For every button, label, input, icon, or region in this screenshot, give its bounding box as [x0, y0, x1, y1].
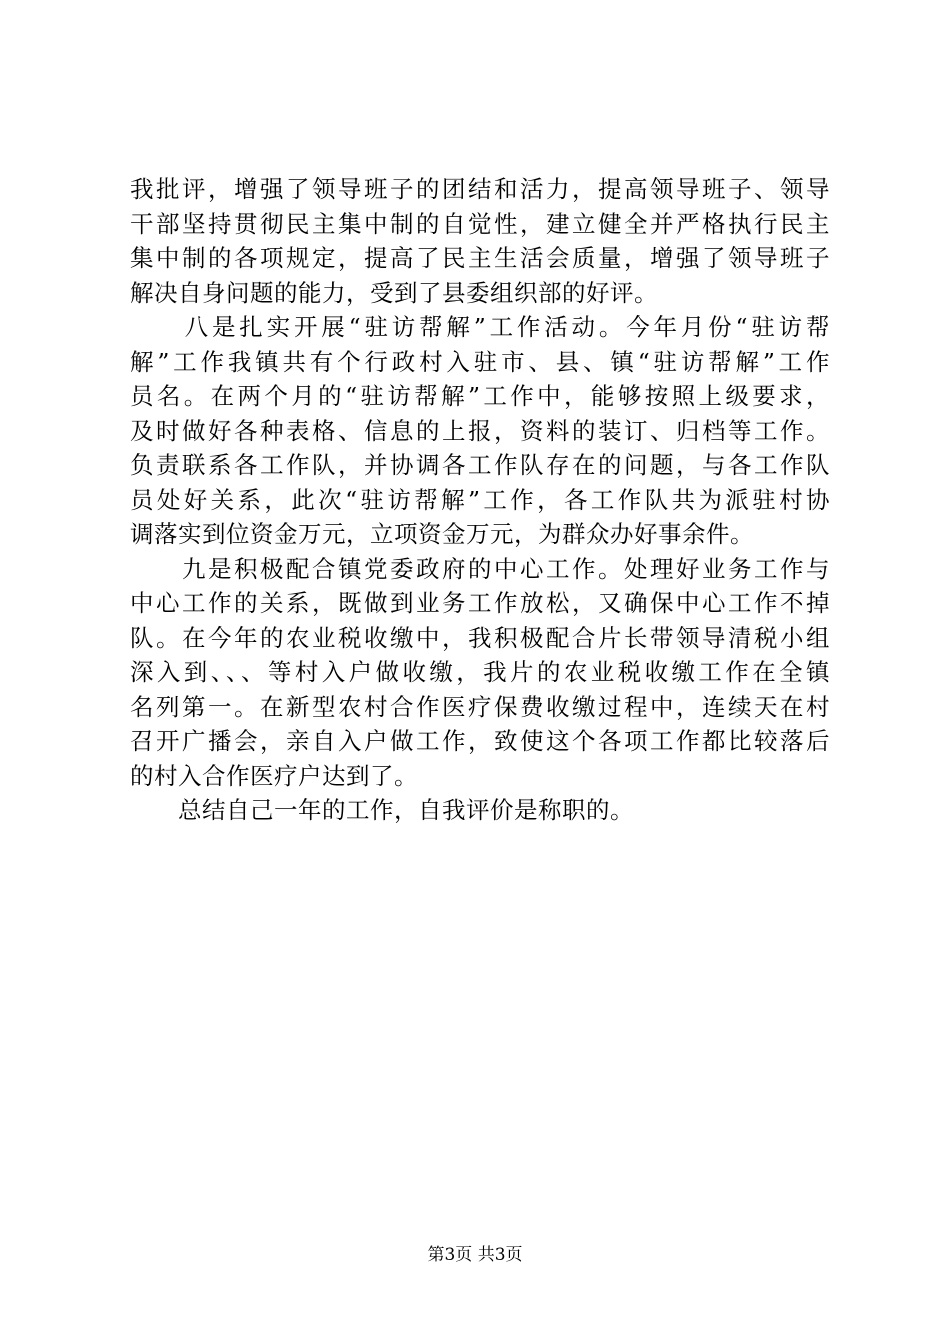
text-line: 员名。在两个月的“驻访帮解”工作中，能够按照上级要求， — [130, 382, 830, 410]
text-line: 深入到、、、等村入户做收缴，我片的农业税收缴工作在全镇 — [130, 658, 830, 686]
text-line: 我批评，增强了领导班子的团结和活力，提高领导班子、领导 — [130, 175, 830, 203]
text-line: 解”工作我镇共有个行政村入驻市、县、镇“驻访帮解”工作 — [130, 347, 830, 376]
text-line: 八是扎实开展“驻访帮解”工作活动。今年月份“驻访帮 — [130, 313, 830, 341]
text-line: 中心工作的关系，既做到业务工作放松，又确保中心工作不掉 — [130, 589, 830, 617]
text-line: 调落实到位资金万元，立项资金万元，为群众办好事余件。 — [130, 520, 754, 548]
text-line: 及时做好各种表格、信息的上报，资料的装订、归档等工作。 — [130, 416, 830, 445]
text-line: 队。在今年的农业税收缴中，我积极配合片长带领导清税小组 — [130, 623, 830, 652]
text-line: 召开广播会，亲自入户做工作，致使这个各项工作都比较落后 — [130, 727, 830, 755]
text-line: 名列第一。在新型农村合作医疗保费收缴过程中，连续天在村 — [130, 692, 830, 721]
text-line: 总结自己一年的工作，自我评价是称职的。 — [130, 796, 634, 824]
text-line: 集中制的各项规定，提高了民主生活会质量，增强了领导班子 — [130, 244, 830, 272]
text-line: 的村入合作医疗户达到了。 — [130, 761, 418, 790]
text-line: 干部坚持贯彻民主集中制的自觉性，建立健全并严格执行民主 — [130, 209, 830, 238]
page-footer: 第3页 共3页 — [427, 1245, 523, 1265]
body-text — [130, 172, 830, 828]
text-line: 解决自身问题的能力，受到了县委组织部的好评。 — [130, 278, 658, 307]
text-line: 九是积极配合镇党委政府的中心工作。处理好业务工作与 — [130, 554, 830, 583]
text-line: 负责联系各工作队，并协调各工作队存在的问题，与各工作队 — [130, 451, 830, 479]
text-line: 员处好关系，此次“驻访帮解”工作，各工作队共为派驻村协 — [130, 485, 830, 514]
